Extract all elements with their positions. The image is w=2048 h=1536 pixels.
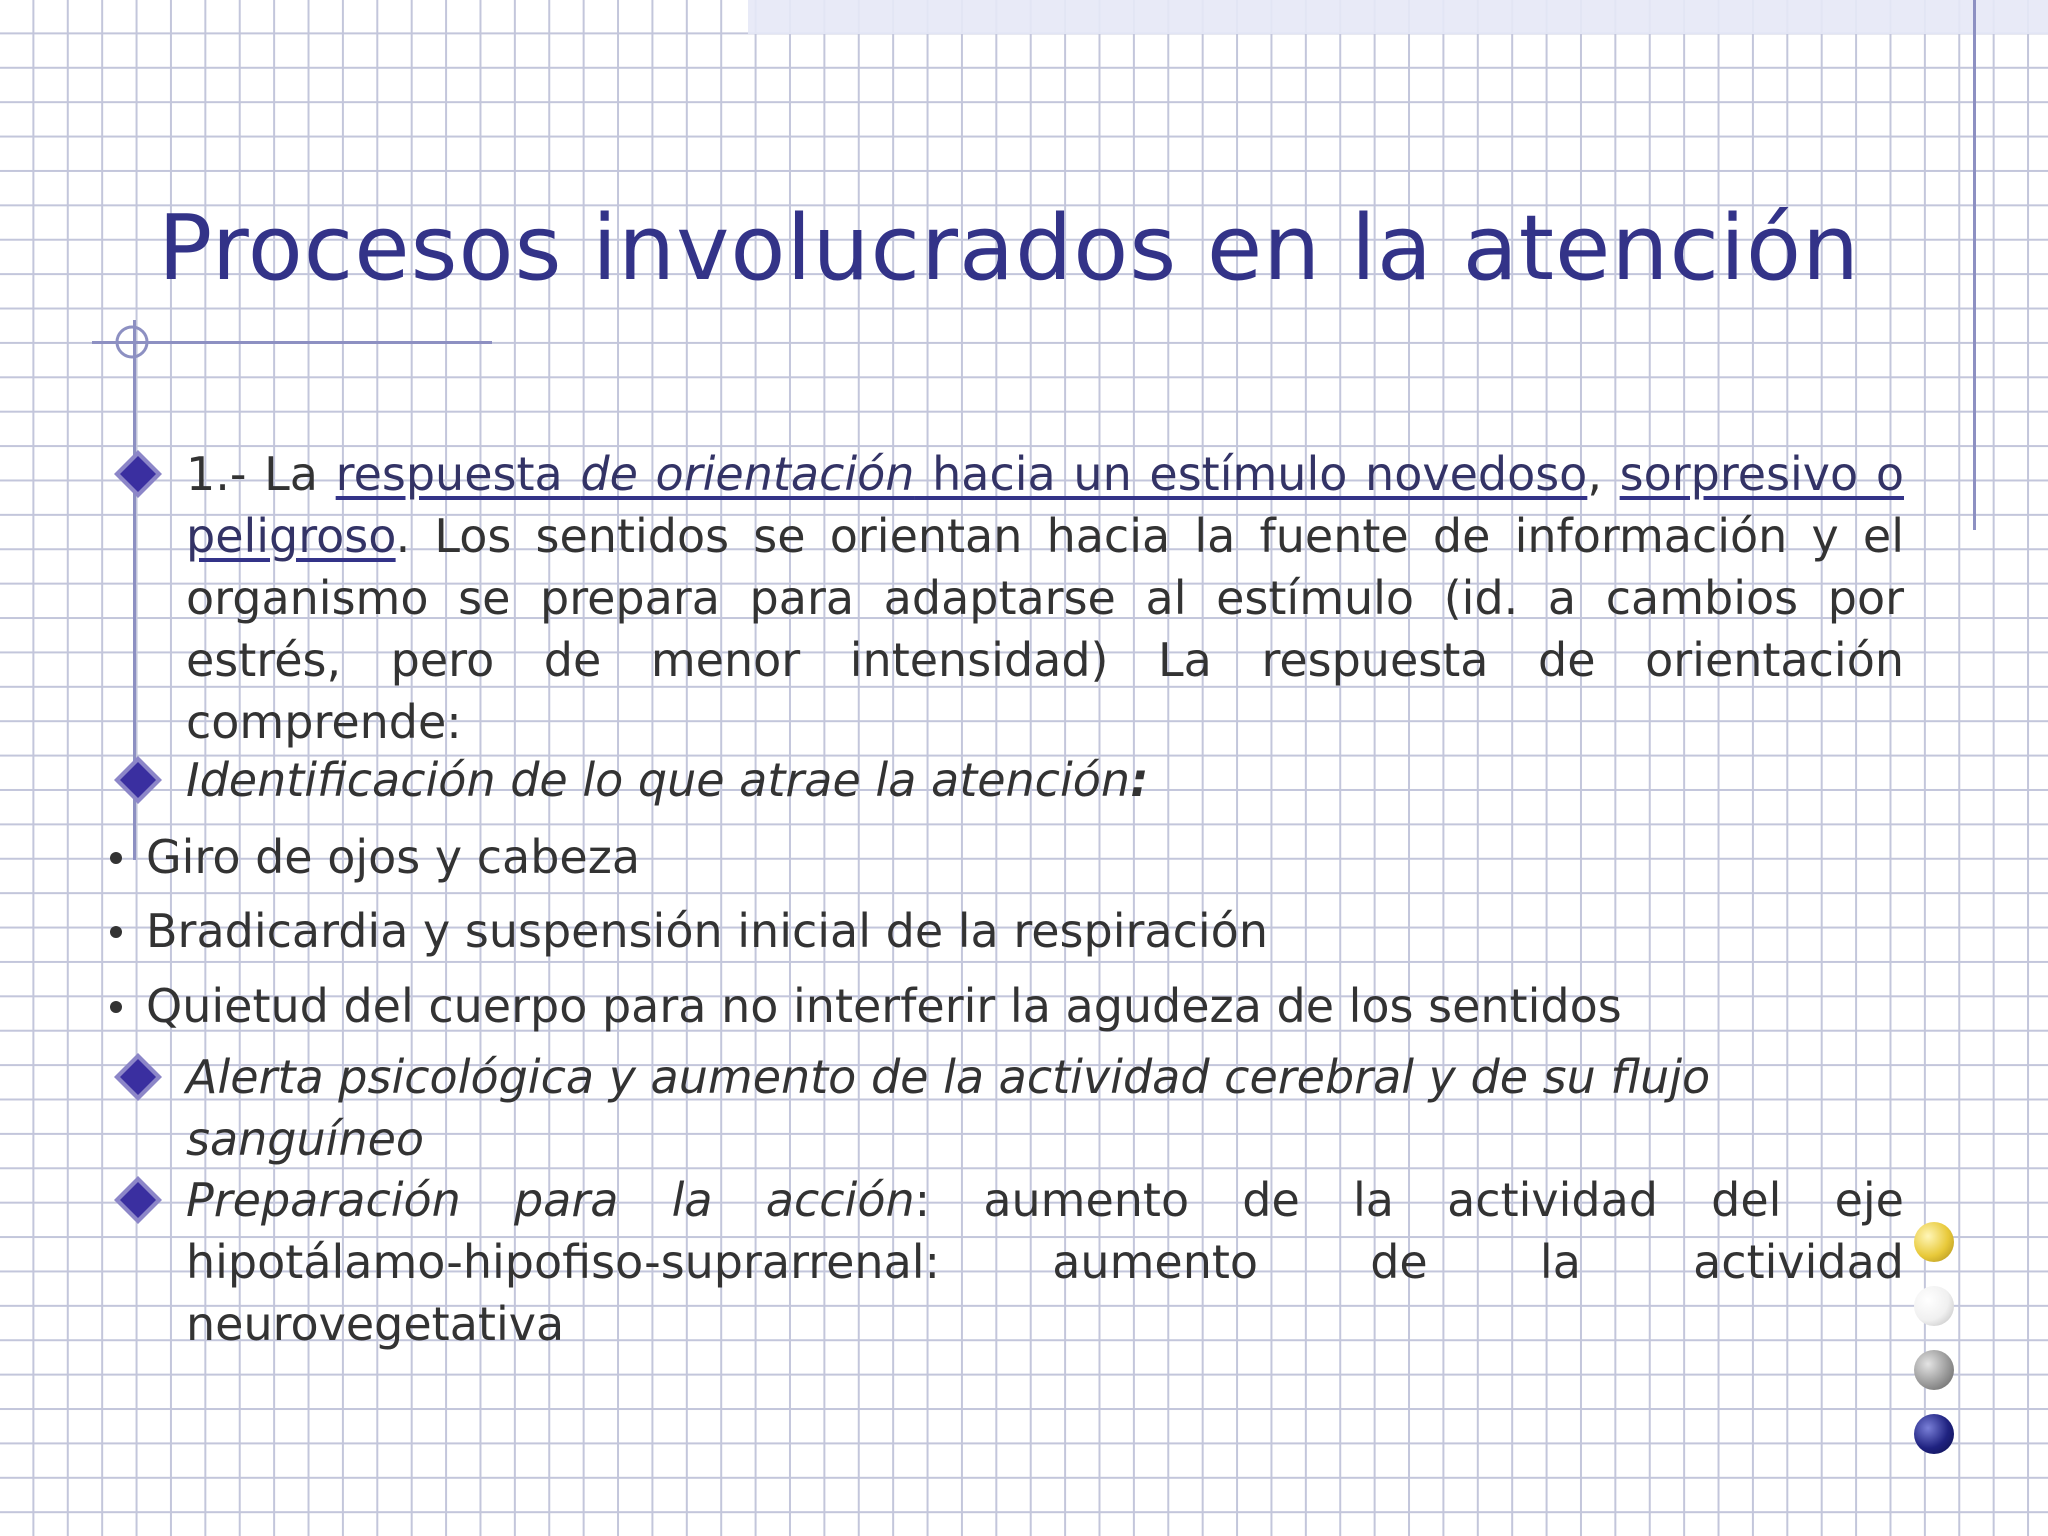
nav-dot-navy[interactable]: [1914, 1414, 1954, 1454]
diamond-bullet-icon: [110, 752, 166, 808]
top-decorative-band: [748, 0, 2048, 34]
title-underline: [92, 341, 492, 344]
nav-dot-white[interactable]: [1914, 1286, 1954, 1326]
slide-title: Procesos involucrados en la atención: [158, 196, 1861, 301]
bullet-dot-icon: [110, 926, 122, 938]
nav-dot-yellow[interactable]: [1914, 1222, 1954, 1262]
link-respuesta[interactable]: respuesta: [335, 447, 581, 501]
list-item: Giro de ojos y cabeza: [110, 826, 640, 888]
link-estimulo-novedoso[interactable]: hacia un estímulo novedoso: [914, 447, 1588, 501]
item-orientation-response: 1.- La respuesta de orientación hacia un estímulo novedoso, sorpresivo o peligroso. Los sentidos se orientan hacia la fuente de información y el organismo se prepara para adaptarse al estímulo (id. a cambios por estrés, pero de menor intensidad) La respuesta de orientación comprende:: [186, 447, 1904, 749]
link-sorpresivo-peligroso[interactable]: sorpresivo o peligroso: [186, 447, 1904, 563]
bullet-dot-icon: [110, 1001, 122, 1013]
item-psychological-alert: Alerta psicológica y aumento de la actividad cerebral y de su flujo sanguíneo: [186, 1050, 1711, 1166]
right-decorative-line: [1973, 0, 1976, 530]
crosshair-icon: [112, 322, 152, 362]
item-identification: Identificación de lo que atrae la atención:: [186, 753, 1149, 807]
nav-dot-gray[interactable]: [1914, 1350, 1954, 1390]
diamond-bullet-icon: [110, 1049, 166, 1105]
list-item: Bradicardia y suspensión inicial de la respiración: [110, 900, 1268, 962]
link-de-orientacion[interactable]: de orientación: [580, 447, 915, 501]
list-item: Quietud del cuerpo para no interferir la agudeza de los sentidos: [110, 975, 1622, 1037]
item-action-preparation: Preparación para la acción: aumento de la actividad del eje hipotálamo-hipofiso-suprarrenal: aumento de la actividad neurovegetativa: [186, 1173, 1904, 1351]
diamond-bullet-icon: [110, 1172, 166, 1228]
diamond-bullet-icon: [110, 446, 166, 502]
bullet-dot-icon: [110, 852, 122, 864]
